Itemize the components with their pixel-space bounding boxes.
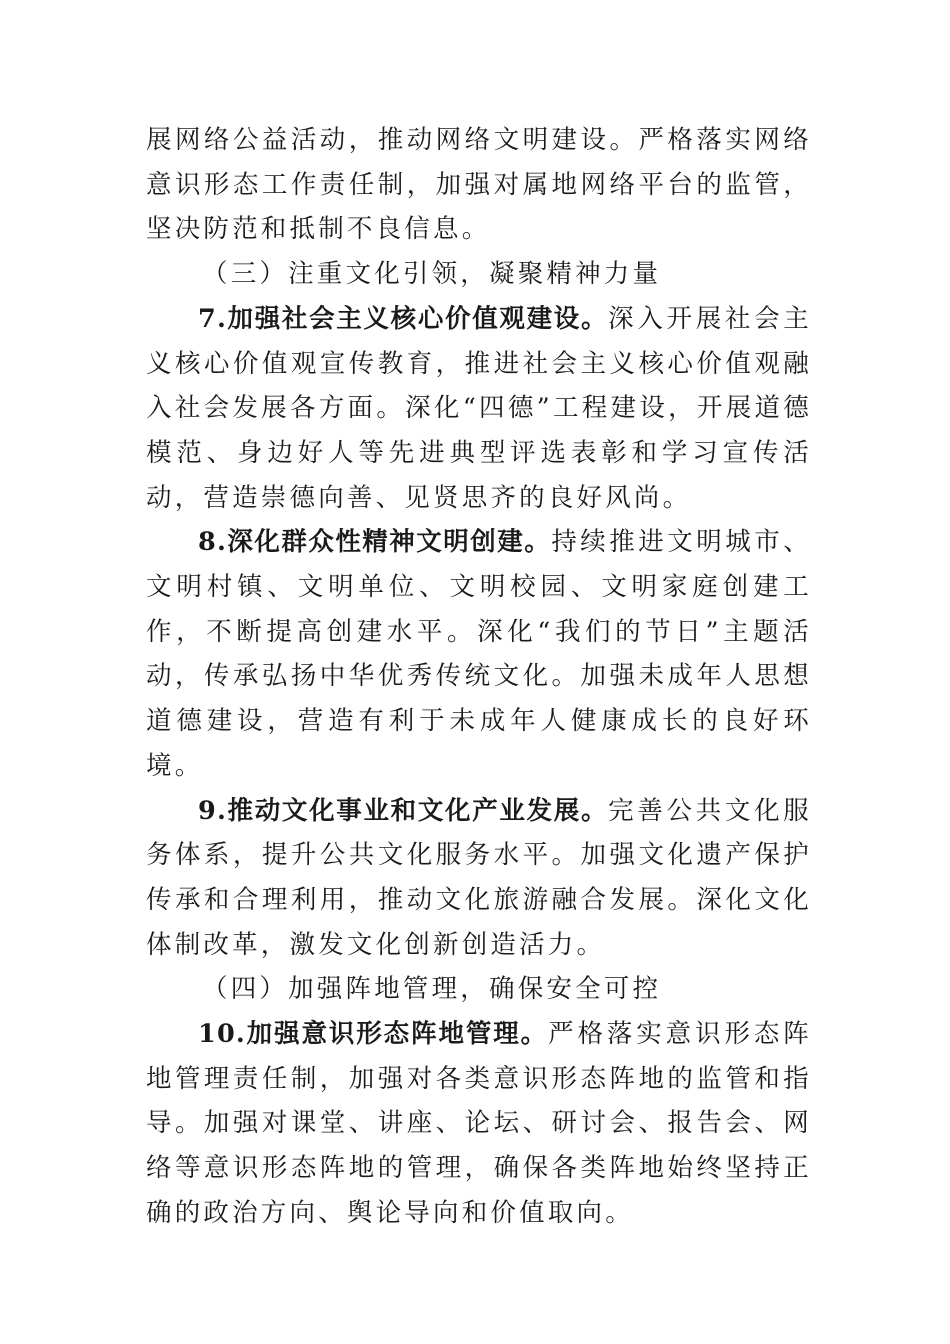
item-8-title: 8.深化群众性精神文明创建。 <box>198 527 552 558</box>
section-heading-3: （三）注重文化引领，凝聚精神力量 <box>202 259 662 290</box>
item-10 <box>146 1012 812 1236</box>
document-body <box>146 118 812 1236</box>
item-9 <box>146 789 812 968</box>
item-8-body: 持续推进文明城市、文明村镇、文明单位、文明校园、文明家庭创建工作，不断提高创建水平。深化“我们的节日”主题活动，传承弘扬中华优秀传统文化。加强未成年人思想道德建设，营造有利于未成年人健康成长的良好环境。 <box>146 527 813 781</box>
item-7-title: 7.加强社会主义核心价值观建设。 <box>198 303 609 334</box>
item-10-title: 10.加强意识形态阵地管理。 <box>198 1019 549 1050</box>
item-10-body: 严格落实意识形态阵地管理责任制，加强对各类意识形态阵地的监管和指导。加强对课堂、讲座、论坛、研讨会、报告会、网络等意识形态阵地的管理，确保各类阵地始终坚持正确的政治方向、舆论导向和价值取向。 <box>146 1019 812 1228</box>
item-9-title: 9.推动文化事业和文化产业发展。 <box>198 795 609 826</box>
item-8 <box>146 520 812 788</box>
section-heading-4: （四）加强阵地管理，确保安全可控 <box>202 974 662 1005</box>
item-9-body: 完善公共文化服务体系，提升公共文化服务水平。加强文化遗产保护传承和合理利用，推动文化旅游融合发展。深化文化体制改革，激发文化创新创造活力。 <box>146 795 812 960</box>
item-7 <box>146 297 812 521</box>
item-7-body: 深入开展社会主义核心价值观宣传教育，推进社会主义核心价值观融入社会发展各方面。深化“四德”工程建设，开展道德模范、身边好人等先进典型评选表彰和学习宣传活动，营造崇德向善、见贤思齐的良好风尚。 <box>146 303 812 513</box>
paragraph-continuation: 展网络公益活动，推动网络文明建设。严格落实网络意识形态工作责任制，加强对属地网络平台的监管，坚决防范和抵制不良信息。 <box>146 125 812 245</box>
